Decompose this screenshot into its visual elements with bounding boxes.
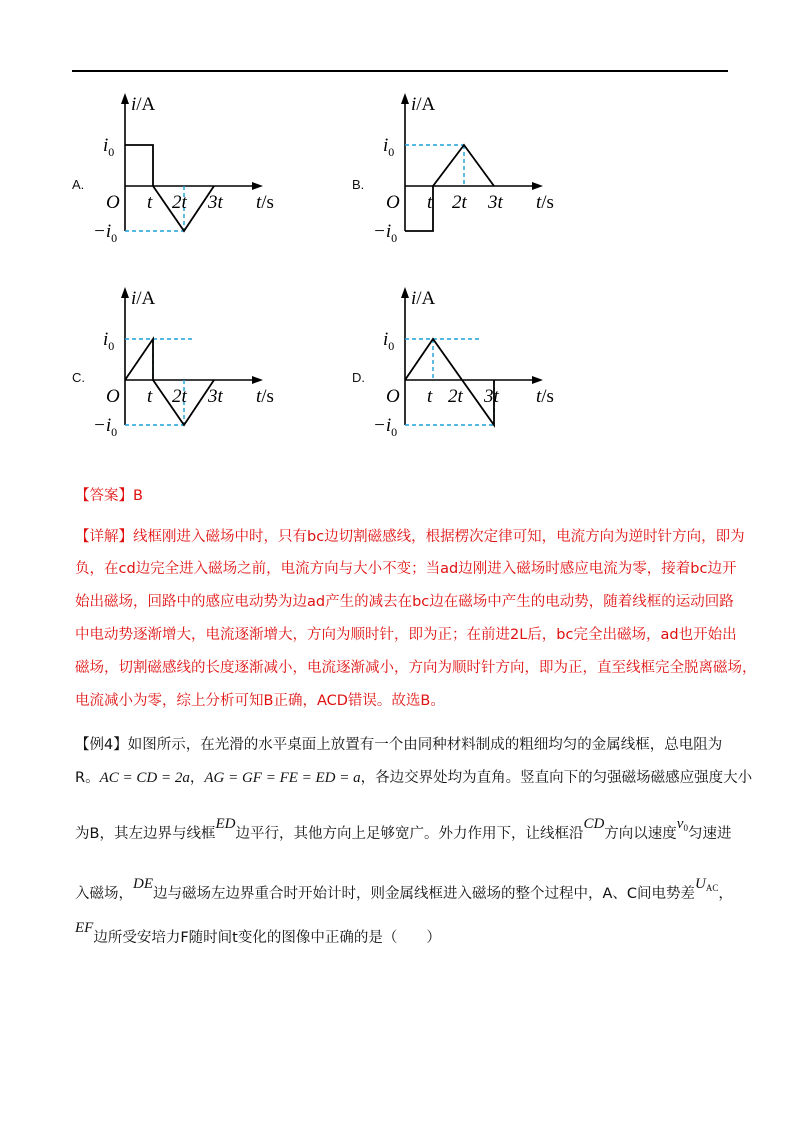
y-axis-arrow [401,93,409,104]
detail-line-1: 【详解】线框刚进入磁场中时，只有bc边切割磁感线，根据楞次定律可知，电流方向为逆时针方向，即为 [75,529,745,545]
y-axis-arrow [121,93,129,104]
option-b-label: B. [352,177,365,192]
x-axis-arrow [532,376,543,384]
detail-prefix: 【详解】 [75,529,133,545]
tick-2t: 2t [448,386,463,407]
option-c-label: C. [72,370,85,385]
neg-i0-label: $-i_0$ [93,415,118,439]
x-axis-label: t/s [256,386,274,407]
i0-label: $i_0$ [103,135,115,159]
x-axis-label: t/s [536,192,554,213]
x-axis-arrow [252,182,263,190]
origin-label: O [386,386,400,407]
example-line-2: R。AC = CD = 2a，AG = GF = FE = ED = a，各边交界处均为直角。竖直向下的匀强磁场磁感应强度大小 [75,770,753,786]
graph-option-c [90,282,290,442]
tick-2t: 2t [452,192,467,213]
origin-label: O [106,192,120,213]
i0-label: $i_0$ [383,135,395,159]
graph-option-b [370,88,570,248]
graph-option-d [370,282,570,442]
tick-t: t [427,386,433,407]
tick-3t: 3t [484,386,499,407]
detail-line-2: 负，在cd边完全进入磁场之前，电流方向与大小不变；当ad边刚进入磁场时感应电流为零，接着bc边开 [75,561,737,577]
tick-3t: 3t [208,192,223,213]
x-axis-arrow [532,182,543,190]
answer-value: B [133,488,143,504]
detail-line-3: 始出磁场，回路中的感应电动势为边ad产生的减去在bc边在磁场中产生的电动势，随着线框的运动回路 [75,594,734,610]
example-line-3: 为B，其左边界与线框ED边平行，其他方向上足够宽广。外力作用下，让线框沿CD方向以速度$v_0$匀速进 [75,816,732,842]
example-line-1: 【例4】如图所示，在光滑的水平桌面上放置有一个由同种材料制成的粗细均匀的金属线框，总电阻为 [75,737,723,753]
example-line-4: 入磁场，DE边与磁场左边界重合时开始计时，则金属线框进入磁场的整个过程中，A、C间电势差$U_{AC}$， [75,876,733,902]
neg-i0-label: $-i_0$ [373,221,398,245]
equation-ac-cd: AC = CD = 2a [99,770,190,786]
y-axis-arrow [121,287,129,298]
header-rule [72,70,728,72]
y-axis-label: i/A [131,288,156,309]
current-curve [125,145,214,231]
detail-line-5: 磁场，切割磁感线的长度逐渐减小，电流逐渐减小，方向为顺时针方向，即为正，直至线框完全脱离磁场， [75,660,757,676]
example-label: 【例4】 [75,737,128,753]
neg-i0-label: $-i_0$ [93,221,118,245]
option-d-label: D. [352,370,365,385]
current-curve [125,339,214,425]
tick-3t: 3t [488,192,503,213]
tick-2t: 2t [172,386,187,407]
tick-t: t [147,192,153,213]
y-axis-label: i/A [131,94,156,115]
origin-label: O [106,386,120,407]
i0-label: $i_0$ [383,329,395,353]
example-line-5: EF边所受安培力F随时间t变化的图像中正确的是（ ） [75,920,441,946]
origin-label: O [386,192,400,213]
detail-line-6: 电流减小为零，综上分析可知B正确，ACD错误。故选B。 [75,693,445,709]
tick-2t: 2t [172,192,187,213]
tick-t: t [147,386,153,407]
y-axis-label: i/A [411,288,436,309]
answer-line [75,484,143,505]
graph-option-a [90,88,290,248]
y-axis-label: i/A [411,94,436,115]
tick-t: t [427,192,433,213]
detail-line-4: 中电动势逐渐增大，电流逐渐增大，方向为顺时针，即为正；在前进2L后，bc完全出磁场，ad也开始出 [75,627,737,643]
y-axis-arrow [401,287,409,298]
option-a-label: A. [72,177,85,192]
x-axis-label: t/s [256,192,274,213]
i0-label: $i_0$ [103,329,115,353]
x-axis-arrow [252,376,263,384]
equation-ag-gf: AG = GF = FE = ED = a [204,770,361,786]
tick-3t: 3t [208,386,223,407]
neg-i0-label: $-i_0$ [373,415,398,439]
answer-prefix: 【答案】 [75,488,133,504]
x-axis-label: t/s [536,386,554,407]
current-curve [405,339,494,425]
current-curve [405,145,494,231]
